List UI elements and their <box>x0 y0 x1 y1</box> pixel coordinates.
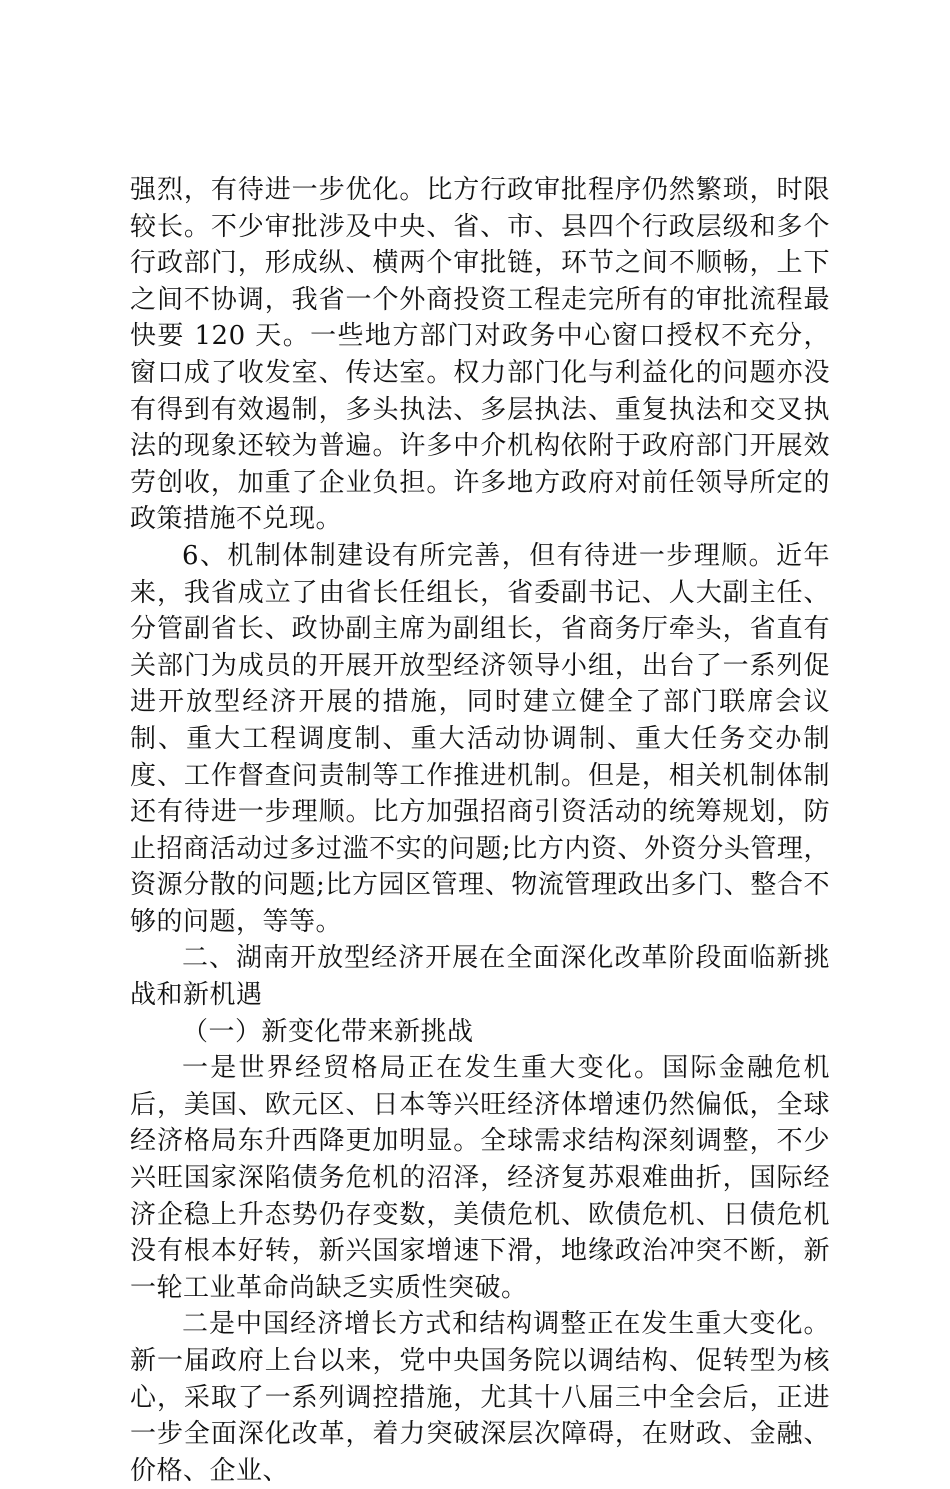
paragraph-approval-reform: 强烈，有待进一步优化。比方行政审批程序仍然繁琐，时限较长。不少审批涉及中央、省、市、县四个行政层级和多个行政部门，形成纵、横两个审批链，环节之间不顺畅，上下之间不协调，我省一个外商投资工程走完所有的审批流程最快要 120 天。一些地方部门对政务中心窗口授权不充分，窗口成了收发室、传达室。权力部门化与利益化的问题亦没有得到有效遏制，多头执法、多层执法、重复执法和交叉执法的现象还较为普遍。许多中介机构依附于政府部门开展效劳创收，加重了企业负担。许多地方政府对前任领导所定的政策措施不兑现。 <box>130 175 830 535</box>
paragraph-world-trade: 一是世界经贸格局正在发生重大变化。国际金融危机后，美国、欧元区、日本等兴旺经济体增速仍然偏低，全球经济格局东升西降更加明显。全球需求结构深刻调整，不少兴旺国家深陷债务危机的沼泽，经济复苏艰难曲折，国际经济企稳上升态势仍存变数，美债危机、欧债危机、日债危机没有根本好转，新兴国家增速下滑，地缘政治冲突不断，新一轮工业革命尚缺乏实质性突破。 <box>130 1053 830 1303</box>
paragraph-mechanism-system: 6、机制体制建设有所完善，但有待进一步理顺。近年来，我省成立了由省长任组长，省委副书记、人大副主任、分管副省长、政协副主席为副组长，省商务厅牵头，省直有关部门为成员的开展开放型经济领导小组，出台了一系列促进开放型经济开展的措施，同时建立健全了部门联席会议制、重大工程调度制、重大活动协调制、重大任务交办制度、工作督查问责制等工作推进机制。但是，相关机制体制还有待进一步理顺。比方加强招商引资活动的统筹规划，防止招商活动过多过滥不实的问题;比方内资、外资分头管理，资源分散的问题;比方园区管理、物流管理政出多门、整合不够的问题，等等。 <box>130 540 830 937</box>
section-heading-2: 二、湖南开放型经济开展在全面深化改革阶段面临新挑战和新机遇 <box>130 943 830 1011</box>
document-page <box>130 172 830 1489</box>
subsection-heading-1: （一）新变化带来新挑战 <box>182 1016 474 1047</box>
paragraph-china-growth: 二是中国经济增长方式和结构调整正在发生重大变化。新一届政府上台以来，党中央国务院以调结构、促转型为核心，采取了一系列调控措施，尤其十八届三中全会后，正进一步全面深化改革，着力突破深层次障碍，在财政、金融、价格、企业、 <box>130 1309 830 1486</box>
